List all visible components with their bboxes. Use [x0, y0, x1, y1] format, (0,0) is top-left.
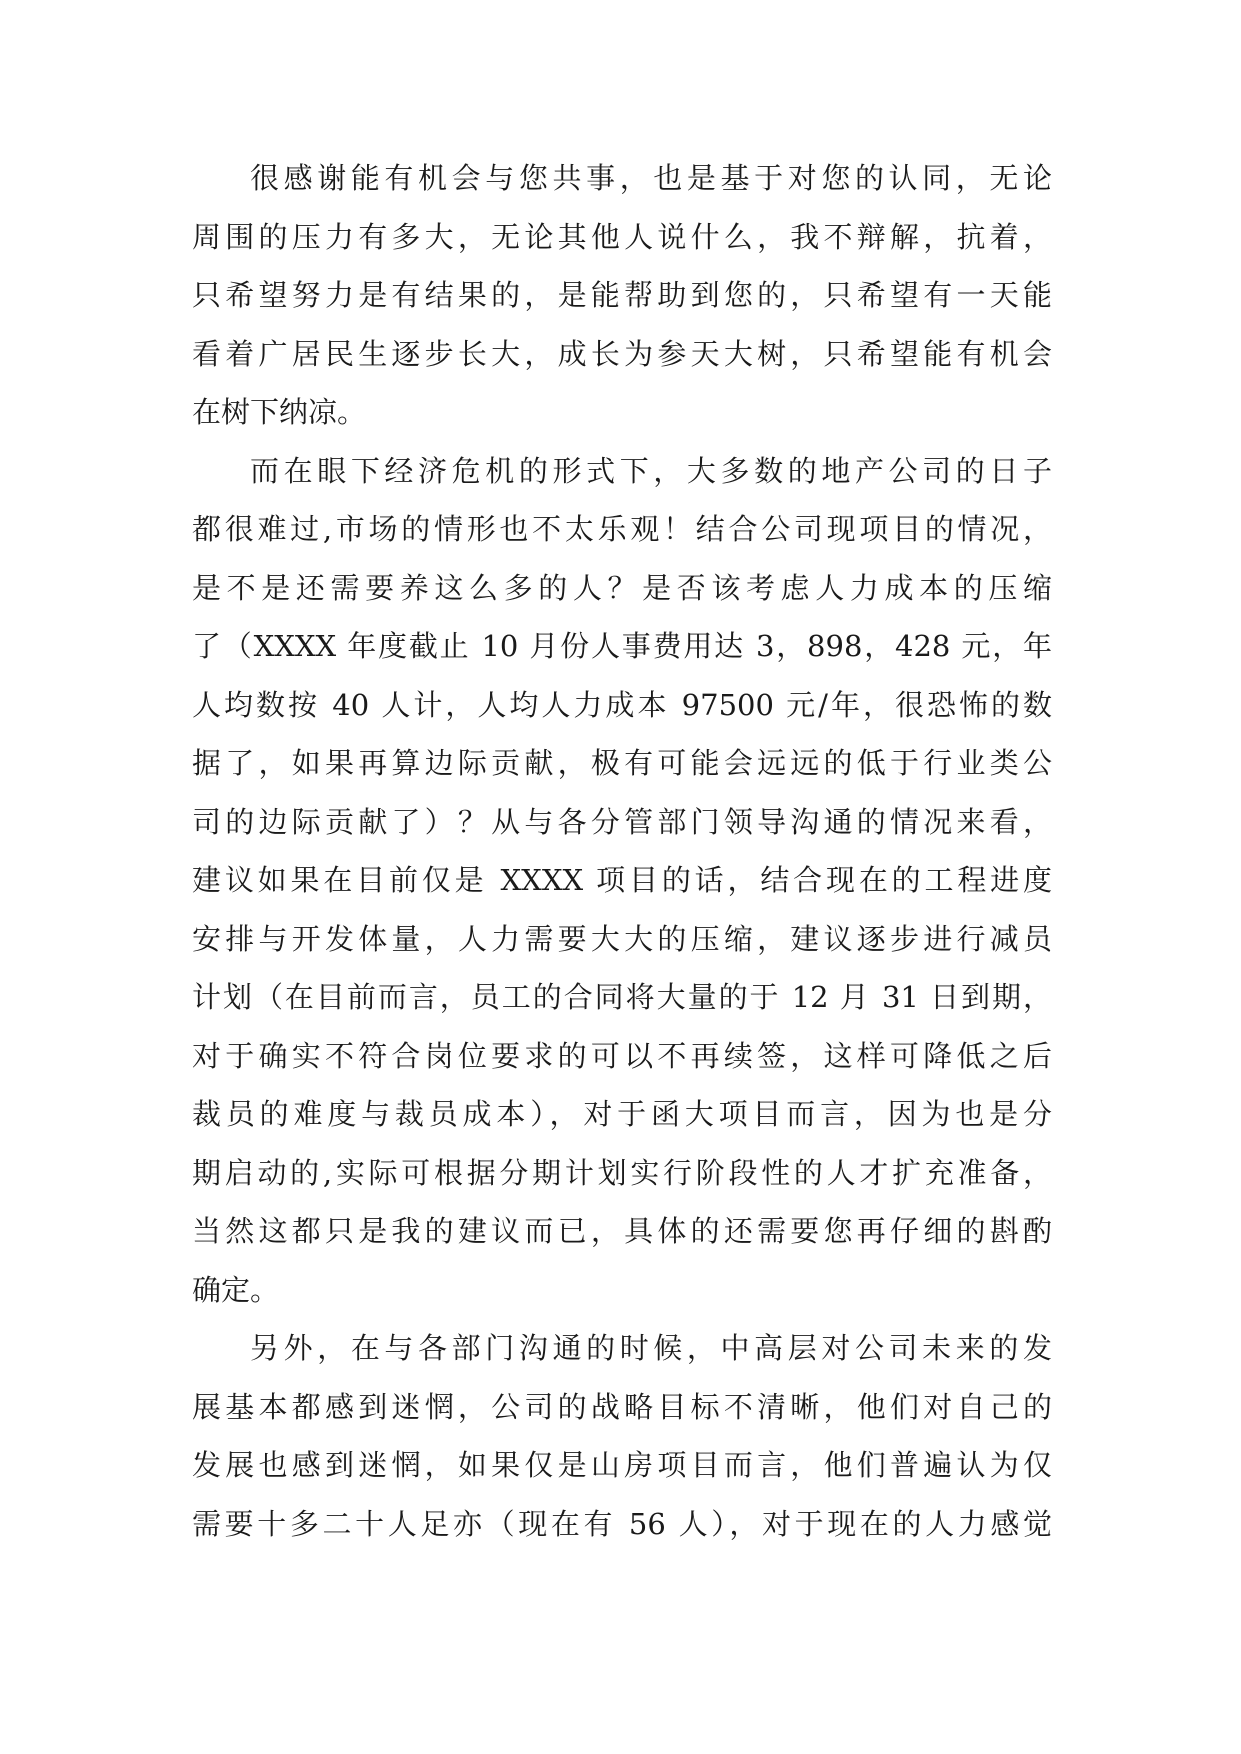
paragraph-2-line-1: 而在眼下经济危机的形式下，大多数的地产公司的日子	[250, 453, 1052, 488]
paragraph-3-line-4: 需要十多二十人足亦（现在有 56 人），对于现在的人力感觉	[192, 1506, 1052, 1541]
paragraph-2-line-8: 建议如果在目前仅是 XXXX 项目的话，结合现在的工程进度	[192, 863, 1052, 897]
paragraph-2-line-10: 计划（在目前而言，员工的合同将大量的于 12 月 31 日到期，	[192, 980, 1052, 1014]
paragraph-2-line-15: 确定。	[192, 1272, 280, 1307]
paragraph-2-line-6: 据了，如果再算边际贡献，极有可能会远远的低于行业类公	[192, 746, 1052, 780]
paragraph-1-line-4: 看着广居民生逐步长大，成长为参天大树，只希望能有机会	[192, 336, 1052, 371]
paragraph-2-line-13: 期启动的,实际可根据分期计划实行阶段性的人才扩充准备，	[192, 1155, 1052, 1190]
paragraph-2-line-2: 都很难过,市场的情形也不太乐观！结合公司现项目的情况，	[192, 512, 1052, 546]
paragraph-2-line-5: 人均数按 40 人计，人均人力成本 97500 元/年，很恐怖的数	[192, 687, 1052, 722]
document-body	[192, 158, 1052, 1562]
paragraph-3-line-1: 另外，在与各部门沟通的时候，中高层对公司未来的发	[250, 1331, 1052, 1365]
paragraph-2-line-3: 是不是还需要养这么多的人？是否该考虑人力成本的压缩	[192, 570, 1052, 605]
paragraph-2-line-12: 裁员的难度与裁员成本），对于函大项目而言，因为也是分	[192, 1097, 1052, 1131]
paragraph-3-line-3: 发展也感到迷惘，如果仅是山房项目而言，他们普遍认为仅	[192, 1448, 1052, 1482]
paragraph-2-line-11: 对于确实不符合岗位要求的可以不再续签，这样可降低之后	[192, 1038, 1052, 1073]
paragraph-2-line-14: 当然这都只是我的建议而已，具体的还需要您再仔细的斟酌	[192, 1214, 1052, 1248]
paragraph-2-line-7: 司的边际贡献了）？从与各分管部门领导沟通的情况来看，	[192, 804, 1052, 839]
paragraph-1-line-1: 很感谢能有机会与您共事，也是基于对您的认同，无论	[250, 161, 1052, 195]
paragraph-2-line-4: 了（XXXX 年度截止 10 月份人事费用达 3，898，428 元，年	[192, 629, 1052, 663]
paragraph-1-line-3: 只希望努力是有结果的，是能帮助到您的，只希望有一天能	[192, 278, 1052, 312]
paragraph-3-line-2: 展基本都感到迷惘，公司的战略目标不清晰，他们对自己的	[192, 1389, 1052, 1424]
paragraph-1-line-2: 周围的压力有多大，无论其他人说什么，我不辩解，抗着，	[192, 219, 1052, 254]
paragraph-1-line-5: 在树下纳凉。	[192, 395, 367, 429]
paragraph-2-line-9: 安排与开发体量，人力需要大大的压缩，建议逐步进行减员	[192, 921, 1052, 956]
